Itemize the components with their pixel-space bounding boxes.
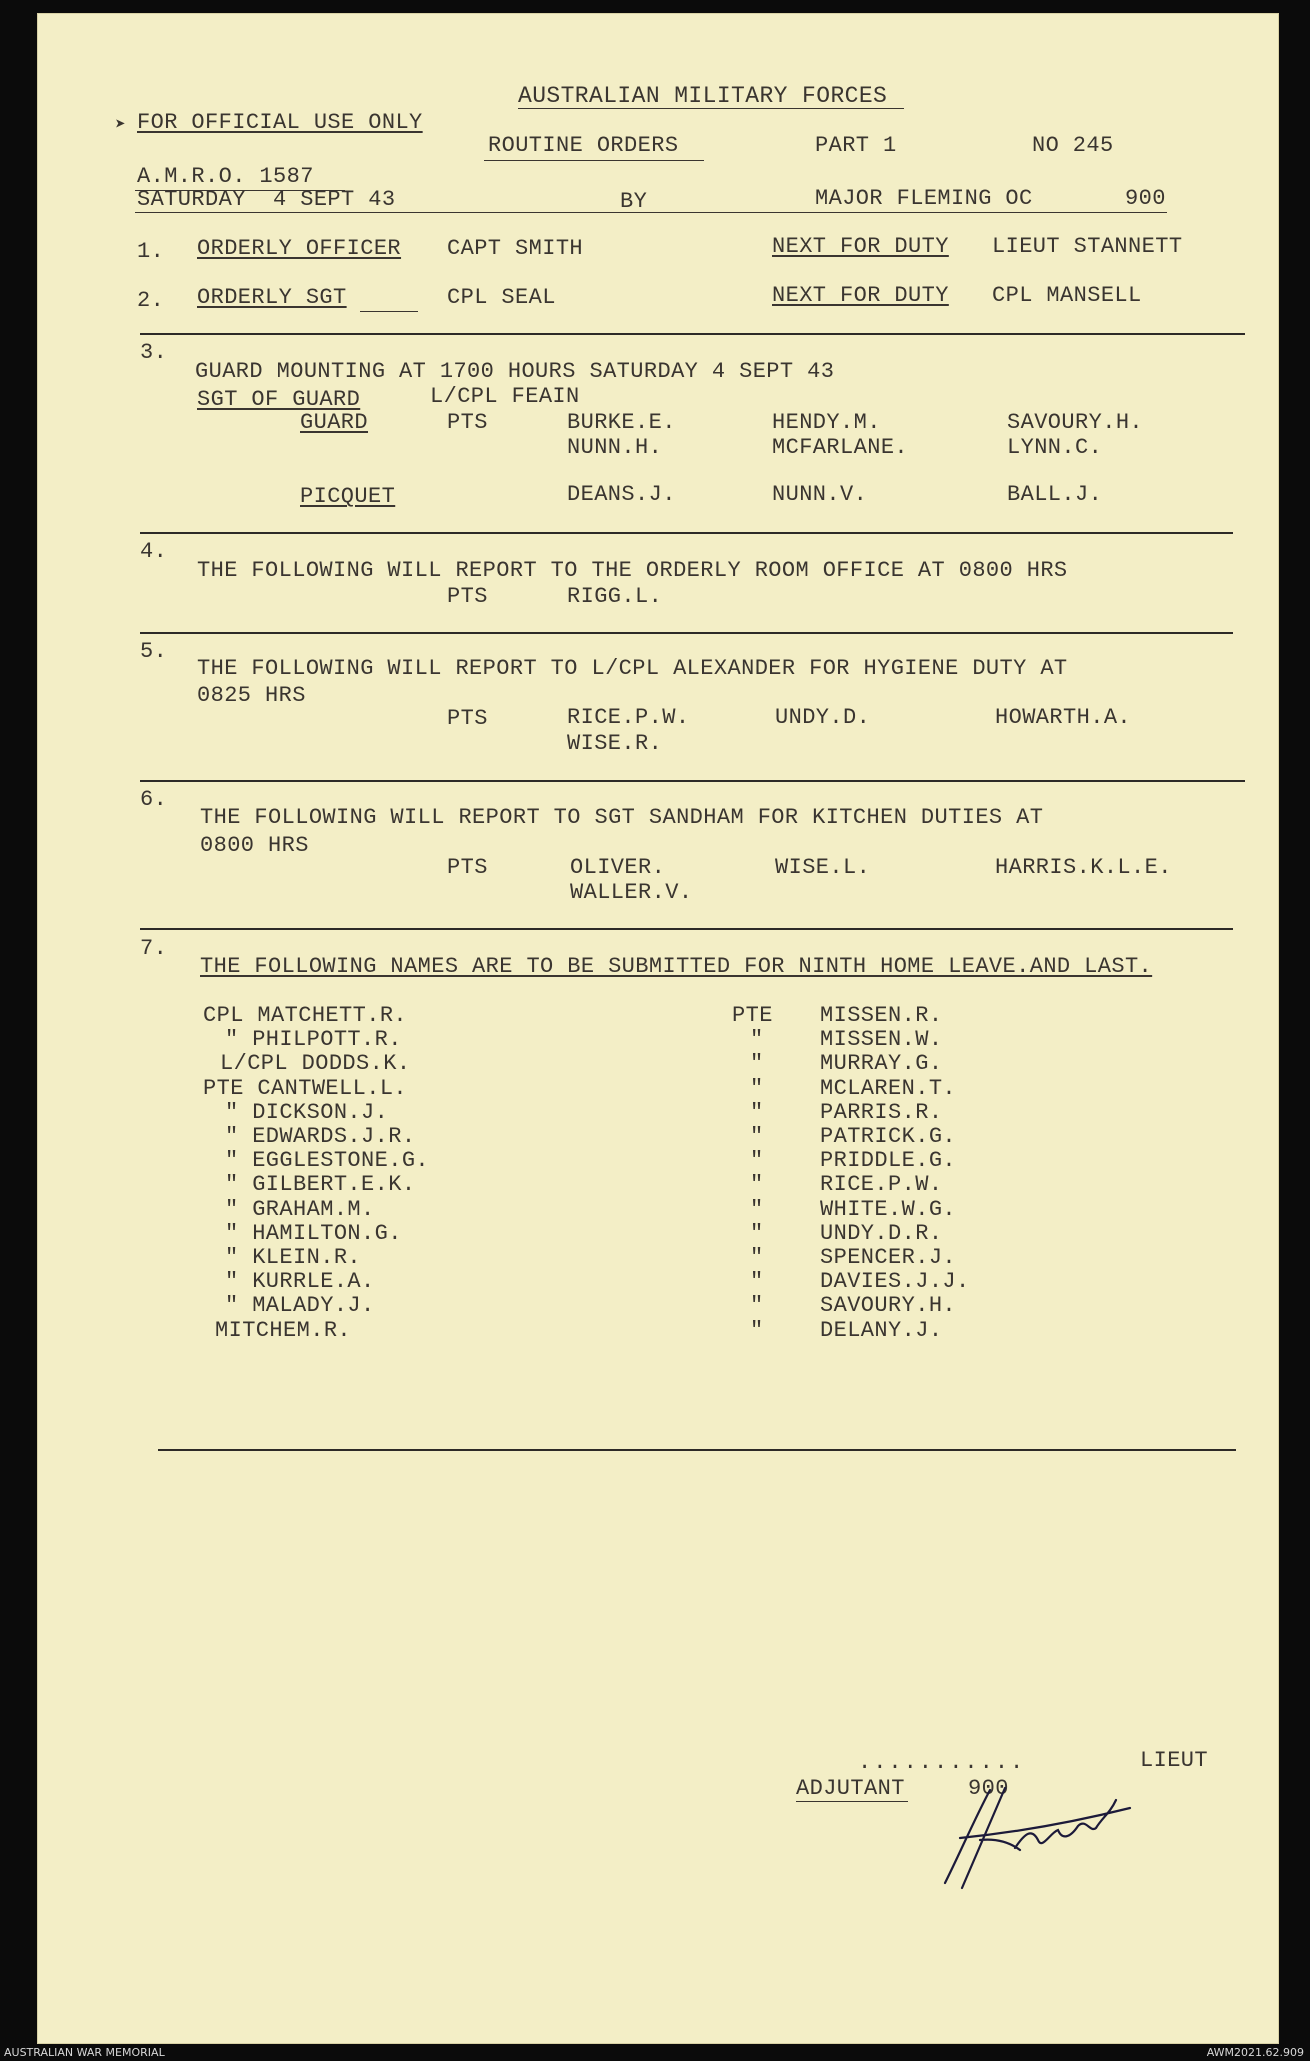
ditto-mark: " — [750, 1269, 764, 1295]
leave-list-item: " PHILPOTT.R. — [225, 1027, 402, 1053]
leave-list-item: " KLEIN.R. — [225, 1245, 362, 1270]
ditto-mark: " — [750, 1075, 764, 1101]
leave-list-item: DELANY.J. — [820, 1317, 943, 1343]
leave-list-item: PARRIS.R. — [820, 1099, 943, 1125]
duty-name: RIGG.L. — [567, 584, 663, 609]
ditto-mark: " — [750, 1196, 764, 1222]
leave-list-item: " GRAHAM.M. — [225, 1196, 375, 1222]
picquet-name: BALL.J. — [1007, 482, 1103, 507]
leave-list-item: " MALADY.J. — [225, 1293, 375, 1319]
pts-label: PTS — [447, 584, 488, 609]
leave-list-item: MISSEN.R. — [820, 1003, 943, 1028]
order-date: SATURDAY 4 SEPT 43 — [137, 187, 396, 212]
major-name: MAJOR FLEMING OC — [815, 186, 1033, 211]
orderly-officer-name: CAPT SMITH — [447, 236, 584, 261]
end-divider — [158, 1449, 1236, 1451]
next-for-duty-label: NEXT FOR DUTY — [772, 283, 949, 308]
right-rank: PTE — [732, 1003, 773, 1028]
guard-mounting-heading: GUARD MOUNTING AT 1700 HOURS SATURDAY 4 SEPT 43 — [195, 359, 835, 384]
leave-list-item: SAVOURY.H. — [820, 1293, 957, 1319]
guard-name: LYNN.C. — [1007, 435, 1103, 460]
duty-name: HARRIS.K.L.E. — [995, 855, 1172, 880]
signature-unit: 900 — [968, 1776, 1009, 1801]
item-number: 7. — [140, 936, 168, 961]
picquet-label: PICQUET — [300, 484, 396, 509]
leave-list-item: PTE CANTWELL.L. — [203, 1075, 408, 1101]
pts-label: PTS — [447, 706, 488, 731]
orderly-officer-label: ORDERLY OFFICER — [197, 236, 402, 261]
leave-list-item: MCLAREN.T. — [820, 1075, 957, 1101]
orderly-sgt-extension — [360, 311, 418, 312]
leave-list-heading: THE FOLLOWING NAMES ARE TO BE SUBMITTED FOR NINTH HOME LEAVE.AND LAST. — [200, 954, 1153, 979]
item-number: 6. — [140, 787, 168, 812]
part-label: PART 1 — [815, 133, 897, 158]
duty-name: HOWARTH.A. — [995, 705, 1132, 730]
item-number: 1. — [137, 239, 165, 264]
org-title-underline — [518, 108, 904, 109]
orderly-sgt-name: CPL SEAL — [447, 285, 556, 310]
pts-label: PTS — [447, 855, 488, 880]
guard-name: SAVOURY.H. — [1007, 410, 1144, 435]
duty-name: WISE.R. — [567, 731, 663, 756]
role-underline — [796, 1801, 908, 1802]
guard-name: NUNN.H. — [567, 435, 663, 460]
leave-list-item: " DICKSON.J. — [225, 1099, 389, 1125]
leave-list-item: L/CPL DODDS.K. — [220, 1051, 411, 1077]
report-time: 0800 HRS — [200, 833, 309, 858]
report-time: 0825 HRS — [197, 683, 306, 708]
next-sgt-name: CPL MANSELL — [992, 283, 1142, 308]
leave-list-item: CPL MATCHETT.R. — [203, 1003, 408, 1028]
pts-label: PTS — [447, 410, 488, 435]
leave-list-item: DAVIES.J.J. — [820, 1269, 970, 1295]
sgt-of-guard-name: L/CPL FEAIN — [430, 384, 580, 409]
ditto-mark: " — [750, 1051, 764, 1077]
document-page — [37, 13, 1279, 2044]
leave-list-item: " KURRLE.A. — [225, 1269, 375, 1295]
item-number: 4. — [140, 539, 168, 564]
guard-name: BURKE.E. — [567, 410, 676, 435]
duty-name: OLIVER. — [570, 855, 666, 880]
next-for-duty-label: NEXT FOR DUTY — [772, 234, 949, 259]
leave-list-item: MURRAY.G. — [820, 1051, 943, 1077]
ditto-mark: " — [750, 1245, 764, 1270]
picquet-name: DEANS.J. — [567, 482, 676, 507]
guard-name: HENDY.M. — [772, 410, 881, 435]
item-number: 5. — [140, 639, 168, 664]
arrow-icon: ➤ — [115, 116, 127, 136]
signature-role: ADJUTANT — [796, 1776, 905, 1801]
report-instruction: THE FOLLOWING WILL REPORT TO THE ORDERLY ROOM OFFICE AT 0800 HRS — [197, 558, 1068, 583]
duty-name: UNDY.D. — [775, 705, 871, 730]
leave-list-item: MITCHEM.R. — [215, 1317, 352, 1343]
leave-list-item: SPENCER.J. — [820, 1245, 957, 1270]
order-number: NO 245 — [1032, 133, 1114, 158]
leave-list-item: UNDY.D.R. — [820, 1220, 943, 1246]
by-label: BY — [620, 189, 648, 214]
item-number: 2. — [137, 288, 165, 313]
guard-name: MCFARLANE. — [772, 435, 909, 460]
ditto-mark: " — [750, 1220, 764, 1246]
duty-name: WALLER.V. — [570, 880, 693, 905]
section-divider — [140, 532, 1233, 534]
routine-underline — [484, 160, 704, 161]
leave-list-item: RICE.P.W. — [820, 1172, 943, 1198]
ditto-mark: " — [750, 1099, 764, 1125]
duty-name: RICE.P.W. — [567, 705, 690, 730]
section-divider — [140, 333, 1245, 335]
leave-list-item: PATRICK.G. — [820, 1124, 957, 1149]
report-instruction: THE FOLLOWING WILL REPORT TO L/CPL ALEXANDER FOR HYGIENE DUTY AT — [197, 656, 1068, 681]
handwritten-signature — [920, 1778, 1140, 1898]
picquet-name: NUNN.V. — [772, 482, 868, 507]
ditto-mark: " — [750, 1027, 764, 1053]
org-title: AUSTRALIAN MILITARY FORCES — [518, 83, 888, 109]
ditto-mark: " — [750, 1293, 764, 1319]
leave-list-item: MISSEN.W. — [820, 1027, 943, 1053]
leave-list-item: PRIDDLE.G. — [820, 1148, 957, 1174]
leave-list-item: " EGGLESTONE.G. — [225, 1148, 430, 1174]
section-divider — [140, 632, 1233, 634]
leave-list-item: " GILBERT.E.K. — [225, 1172, 416, 1198]
ditto-mark: " — [750, 1317, 764, 1343]
signature-dots: ........... — [858, 1750, 1026, 1775]
ditto-mark: " — [750, 1124, 764, 1149]
amro-number: A.M.R.O. 1587 — [137, 164, 314, 189]
routine-orders: ROUTINE ORDERS — [488, 133, 679, 158]
leave-list-item: WHITE.W.G. — [820, 1196, 957, 1222]
footer-left: AUSTRALIAN WAR MEMORIAL — [4, 2046, 165, 2059]
header-underline — [135, 212, 1167, 213]
signature-rank: LIEUT — [1140, 1748, 1209, 1773]
next-officer-name: LIEUT STANNETT — [992, 234, 1183, 259]
ditto-mark: " — [750, 1148, 764, 1174]
section-divider — [140, 780, 1245, 782]
report-instruction: THE FOLLOWING WILL REPORT TO SGT SANDHAM FOR KITCHEN DUTIES AT — [200, 805, 1044, 830]
official-use: FOR OFFICIAL USE ONLY — [137, 110, 423, 135]
item-number: 3. — [140, 340, 168, 365]
leave-list-item: " HAMILTON.G. — [225, 1220, 402, 1246]
duty-name: WISE.L. — [775, 855, 871, 880]
leave-list-item: " EDWARDS.J.R. — [225, 1124, 416, 1149]
footer-right: AWM2021.62.909 — [1206, 2046, 1304, 2059]
orderly-sgt-label: ORDERLY SGT — [197, 285, 347, 310]
sgt-of-guard-label: SGT OF GUARD — [197, 387, 361, 412]
ditto-mark: " — [750, 1172, 764, 1198]
guard-label: GUARD — [300, 410, 369, 435]
section-divider — [140, 928, 1233, 930]
unit-number: 900 — [1125, 186, 1166, 211]
